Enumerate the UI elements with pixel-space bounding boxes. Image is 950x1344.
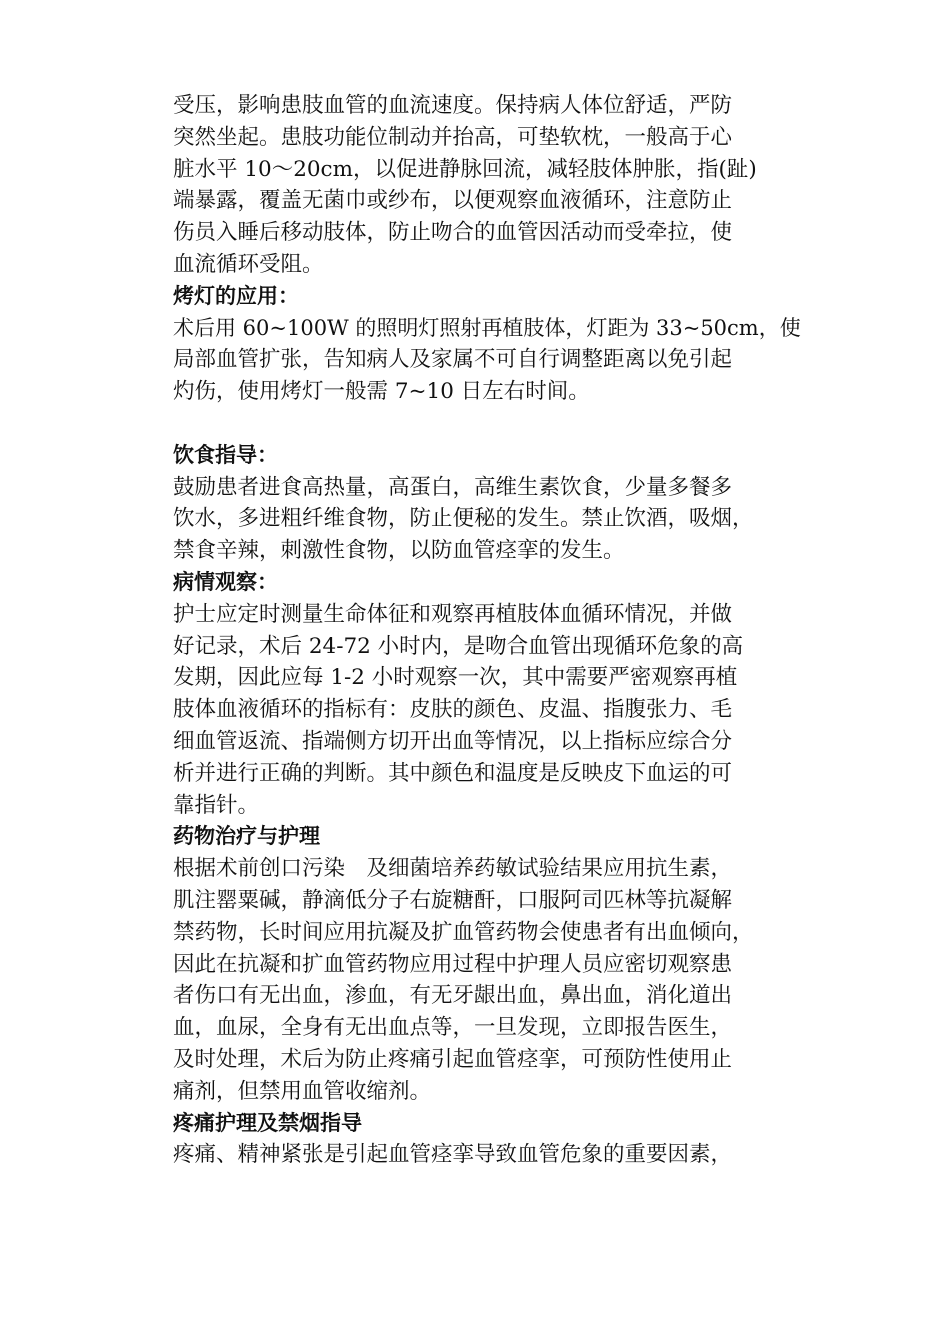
text-line: 血流循环受阻。: [173, 251, 324, 277]
text-line: 受压，影响患肢血管的血流速度。保持病人体位舒适，严防: [173, 93, 733, 118]
text-line: 肌注罂粟碱，静滴低分子右旋糖酐，口服阿司匹林等抗凝解: [173, 887, 733, 913]
text-line: 好记录，术后 24-72 小时内，是吻合血管出现循环危象的高: [173, 633, 744, 659]
text-line: 发期，因此应每 1-2 小时观察一次，其中需要严密观察再植: [173, 665, 738, 691]
text-line: 疼痛、精神紧张是引起血管痉挛导致血管危象的重要因素，: [173, 1142, 733, 1168]
text-line: 鼓励患者进食高热量，高蛋白，高维生素饮食，少量多餐多: [173, 474, 733, 500]
section-heading-observation: 病情观察：: [173, 569, 278, 594]
text-line: 肢体血液循环的指标有：皮肤的颜色、皮温、指腹张力、毛: [173, 697, 733, 723]
blank-line: [173, 408, 813, 440]
text-line: 析并进行正确的判断。其中颜色和温度是反映皮下血运的可: [173, 760, 733, 786]
lamp-paragraph: [173, 313, 813, 408]
text-line: 术后用 60~100W 的照明灯照射再植肢体，灯距为 33~50cm，使: [173, 315, 801, 340]
text-line: 饮水，多进粗纤维食物，防止便秘的发生。禁止饮酒，吸烟，: [173, 506, 754, 532]
text-line: 局部血管扩张，告知病人及家属不可自行调整距离以免引起: [173, 347, 733, 373]
diet-paragraph: [173, 472, 813, 567]
text-line: 灼伤，使用烤灯一般需 7~10 日左右时间。: [173, 379, 590, 405]
text-line: 靠指针。: [173, 792, 260, 818]
text-line: 因此在抗凝和扩血管药物应用过程中护理人员应密切观察患: [173, 951, 733, 977]
pain-paragraph: [173, 1139, 813, 1171]
text-line: 脏水平 10～20cm，以促进静脉回流，减轻肢体肿胀，指(趾): [173, 156, 757, 182]
section-heading-pain: 疼痛护理及禁烟指导: [173, 1110, 362, 1135]
text-line: 禁食辛辣，刺激性食物，以防血管痉挛的发生。: [173, 538, 625, 564]
section-heading-lamp: 烤灯的应用：: [173, 283, 299, 308]
text-line: 者伤口有无出血，渗血，有无牙龈出血，鼻出血，消化道出: [173, 983, 733, 1009]
drug-paragraph: [173, 853, 813, 1107]
document-page: [173, 90, 813, 1171]
text-line: 护士应定时测量生命体征和观察再植肢体血循环情况，并做: [173, 601, 733, 627]
text-line: 及时处理，术后为防止疼痛引起血管痉挛，可预防性使用止: [173, 1046, 733, 1072]
section-heading-diet: 饮食指导：: [173, 442, 278, 467]
text-line: 细血管返流、指端侧方切开出血等情况，以上指标应综合分: [173, 728, 733, 754]
text-line: 根据术前创口污染 及细菌培养药敏试验结果应用抗生素，: [173, 856, 733, 882]
text-line: 禁药物，长时间应用抗凝及扩血管药物会使患者有出血倾向，: [173, 919, 754, 945]
observation-paragraph: [173, 599, 813, 822]
text-line: 端暴露，覆盖无菌巾或纱布，以便观察血液循环，注意防止: [173, 188, 733, 214]
text-line: 痛剂，但禁用血管收缩剂。: [173, 1078, 432, 1104]
text-line: 血，血尿，全身有无出血点等，一旦发现，立即报告医生，: [173, 1015, 733, 1041]
text-line: 突然坐起。患肢功能位制动并抬高，可垫软枕，一般高于心: [173, 124, 733, 150]
intro-paragraph: [173, 90, 813, 281]
text-line: 伤员入睡后移动肢体，防止吻合的血管因活动而受牵拉，使: [173, 220, 733, 246]
section-heading-drug: 药物治疗与护理: [173, 824, 320, 849]
